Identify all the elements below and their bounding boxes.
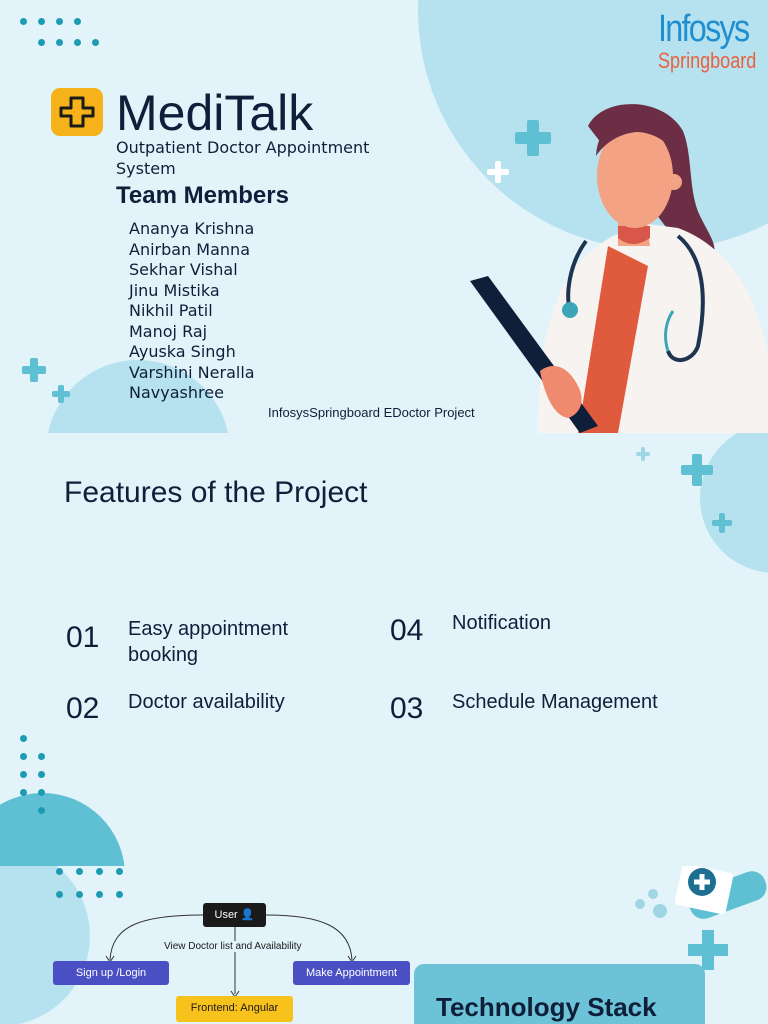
app-subtitle: Outpatient Doctor Appointment System <box>116 138 370 178</box>
features-heading: Features of the Project <box>64 476 368 509</box>
decor-cross-icon <box>712 513 732 533</box>
team-member: Anirban Manna <box>129 239 250 259</box>
feature-number: 02 <box>66 692 100 725</box>
decor-cross-icon <box>681 454 713 486</box>
project-footer: InfosysSpringboard EDoctor Project <box>268 405 475 420</box>
feature-text: Doctor availability <box>128 691 285 713</box>
tech-stack-heading: Technology Stack <box>436 992 657 1022</box>
bandage-pills-illustration <box>628 866 768 976</box>
doctor-illustration <box>468 96 768 433</box>
flow-signup-node: Sign up /Login <box>53 961 169 985</box>
team-member: Navyashree <box>129 383 224 402</box>
decor-circle-bottom-left <box>0 793 125 866</box>
app-title: MediTalk <box>116 85 314 141</box>
tech-slide <box>0 866 768 1024</box>
team-member: Ananya Krishna <box>129 219 255 238</box>
team-member: Sekhar Vishal <box>129 260 238 279</box>
tech-stack-card <box>414 964 705 1024</box>
feature-text: Schedule Management <box>452 691 658 713</box>
flow-edge-label: View Doctor list and Availability <box>164 941 302 952</box>
features-slide <box>0 433 768 866</box>
team-member: Nikhil Patil <box>129 301 213 320</box>
team-member: Varshini Neralla <box>129 362 255 382</box>
flow-frontend-node: Frontend: Angular <box>176 996 293 1022</box>
flow-make-appointment-node: Make Appointment <box>293 961 410 985</box>
feature-number: 01 <box>66 621 100 654</box>
team-heading: Team Members <box>116 182 289 209</box>
decor-cross-icon <box>52 385 70 403</box>
team-member: Ayuska Singh <box>129 342 236 361</box>
decor-cross-icon <box>636 447 650 461</box>
meditalk-app-icon <box>51 88 103 136</box>
team-member: Manoj Raj <box>129 321 208 341</box>
logo-line1: Infosys <box>658 8 749 50</box>
feature-number: 04 <box>390 614 424 647</box>
team-member: Jinu Mistika <box>129 280 220 300</box>
logo-line2: Springboard <box>658 48 757 73</box>
infosys-springboard-logo <box>658 10 763 72</box>
feature-number: 03 <box>390 692 424 725</box>
feature-text: Notification <box>452 612 551 634</box>
feature-text: Easy appointment booking <box>128 618 289 666</box>
team-member-list <box>129 219 255 404</box>
decor-cross-icon <box>22 358 46 382</box>
title-slide <box>0 0 768 433</box>
medical-cross-icon <box>51 88 103 136</box>
flow-user-node: User 👤 <box>203 903 266 927</box>
